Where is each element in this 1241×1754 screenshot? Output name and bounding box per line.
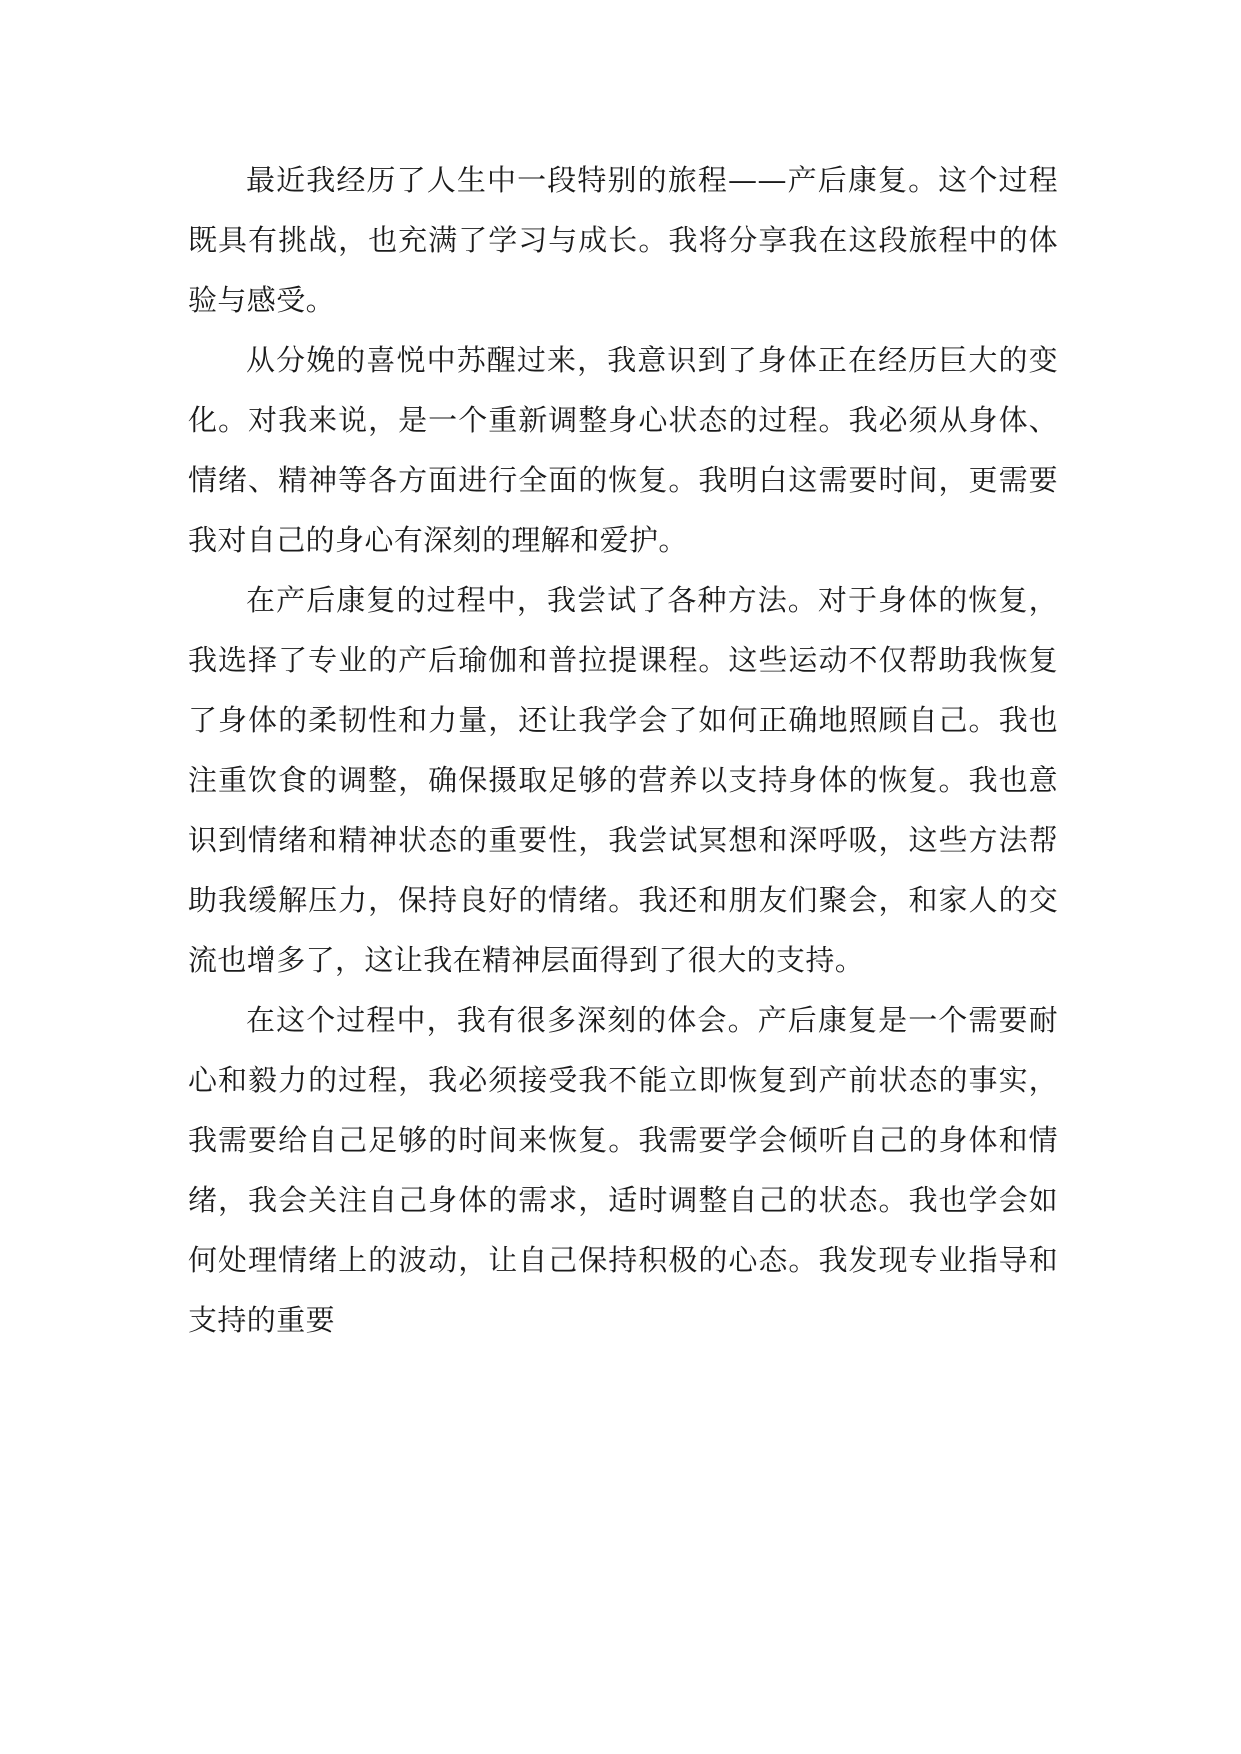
paragraph-1: 最近我经历了人生中一段特别的旅程——产后康复。这个过程既具有挑战，也充满了学习与成长。我将分享我在这段旅程中的体验与感受。 bbox=[188, 163, 1058, 317]
paragraph-4: 在这个过程中，我有很多深刻的体会。产后康复是一个需要耐心和毅力的过程，我必须接受我不能立即恢复到产前状态的事实，我需要给自己足够的时间来恢复。我需要学会倾听自己的身体和情绪，我会关注自己身体的需求，适时调整自己的状态。我也学会如何处理情绪上的波动，让自己保持积极的心态。我发现专业指导和支持的重要 bbox=[188, 1003, 1058, 1337]
document-body bbox=[188, 150, 1058, 1350]
paragraph-3: 在产后康复的过程中，我尝试了各种方法。对于身体的恢复，我选择了专业的产后瑜伽和普拉提课程。这些运动不仅帮助我恢复了身体的柔韧性和力量，还让我学会了如何正确地照顾自己。我也注重饮食的调整，确保摄取足够的营养以支持身体的恢复。我也意识到情绪和精神状态的重要性，我尝试冥想和深呼吸，这些方法帮助我缓解压力，保持良好的情绪。我还和朋友们聚会，和家人的交流也增多了，这让我在精神层面得到了很大的支持。 bbox=[188, 583, 1058, 977]
paragraph-2: 从分娩的喜悦中苏醒过来，我意识到了身体正在经历巨大的变化。对我来说，是一个重新调整身心状态的过程。我必须从身体、情绪、精神等各方面进行全面的恢复。我明白这需要时间，更需要我对自己的身心有深刻的理解和爱护。 bbox=[188, 343, 1058, 557]
